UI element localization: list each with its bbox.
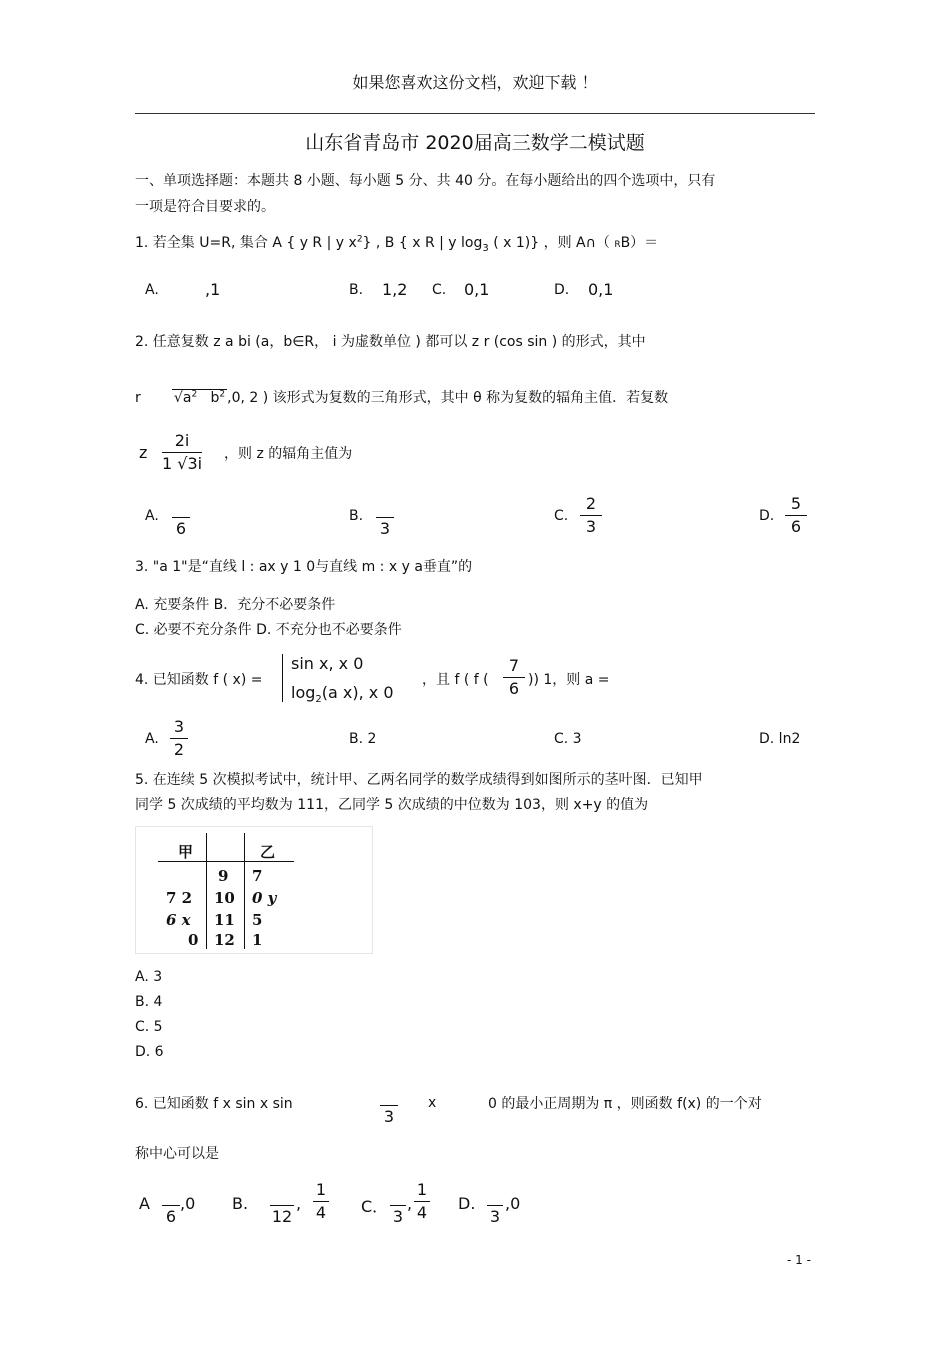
q2-option-b-label: B.	[349, 508, 364, 524]
q2-option-d: 5 6	[785, 494, 807, 537]
stem-head-left: 甲	[178, 843, 194, 861]
q6-option-d-after: ,0	[505, 1194, 521, 1213]
stem-row-1-stem: 9	[218, 867, 229, 885]
stem-divider-right	[244, 833, 245, 949]
stem-row-3-stem: 11	[214, 911, 235, 929]
header-rule	[135, 113, 815, 114]
page-header: 如果您喜欢这份文档，欢迎下载 ！	[352, 73, 598, 92]
q6-option-a-label: A	[139, 1194, 150, 1213]
q2-option-a: 6	[172, 496, 190, 539]
q1-option-a: ,1	[205, 280, 221, 299]
q4-option-d: D. ln2	[759, 731, 801, 747]
q6-x: x	[428, 1095, 437, 1111]
page-number: - 1 -	[787, 1253, 811, 1267]
q3-options-row-1: A. 充要条件 B．充分不必要条件	[135, 597, 336, 613]
q1-option-b: 1,2	[382, 280, 408, 299]
q4-option-c: C. 3	[554, 731, 582, 747]
q5-option-a: A. 3	[135, 969, 163, 985]
q6-fraction: 3	[380, 1084, 398, 1127]
q6-option-a-after: ,0	[180, 1194, 196, 1213]
q2-option-d-label: D.	[759, 508, 775, 524]
stem-row-1-right: 7	[252, 867, 263, 885]
q4-option-b: B. 2	[349, 731, 377, 747]
q4-fraction: 7 6	[503, 656, 525, 699]
q1-option-d-label: D.	[554, 282, 570, 298]
q4-lead: 4. 已知函数 f ( x) =	[135, 672, 263, 688]
q2-option-c: 2 3	[580, 494, 602, 537]
q6-option-b-frac: 12	[271, 1207, 293, 1226]
q2-option-a-label: A.	[145, 508, 159, 524]
q6-lead: 6. 已知函数 f x sin x sin	[135, 1096, 293, 1112]
q5-line-2: 同学 5 次成绩的平均数为 111，乙同学 5 次成绩的中位数为 103，则 x+y 的值为	[135, 797, 649, 813]
stem-row-2-stem: 10	[214, 889, 235, 907]
stem-row-4-stem: 12	[214, 931, 235, 949]
doc-title: 山东省青岛市 2020届高三数学二模试题	[305, 132, 645, 154]
q6-option-c-label: C．	[361, 1197, 389, 1216]
q6-option-a-frac: 6	[162, 1184, 180, 1227]
stem-row-2-left: 7 2	[166, 889, 193, 907]
stem-row-3-right: 5	[252, 911, 263, 929]
q5-option-c: C. 5	[135, 1019, 163, 1035]
q2-fraction: 2i 1 √3i	[162, 431, 203, 473]
q6-option-d-frac: 3	[487, 1184, 503, 1227]
q4-brace	[282, 654, 283, 702]
q4-option-a: 3 2	[170, 717, 188, 760]
q3-stem: 3. "a 1"是“直线 l : ax y 1 0与直线 m : x y a垂直”的	[135, 559, 473, 575]
q6-option-c-comma: ,	[407, 1194, 413, 1213]
q1-option-a-label: A.	[145, 282, 159, 298]
stem-row-2-right: 0 y	[252, 889, 277, 907]
q2-after: ，则 z 的辐角主值为	[224, 446, 353, 462]
stem-header-rule	[158, 861, 294, 862]
q6-tail: 0 的最小正周期为 π ，则函数 f(x) 的一个对	[488, 1096, 762, 1112]
intro-line-1: 一、单项选择题：本题共 8 小题、每小题 5 分、共 40 分。在每小题给出的四个选项中，只有	[135, 173, 716, 189]
q5-option-b: B. 4	[135, 994, 163, 1010]
q4-case-1: sin x, x 0	[291, 654, 364, 673]
q1-option-c: 0,1	[464, 280, 490, 299]
q2-line-2: r $√a^2$ $b^2$ ,0, 2 ) 该形式为复数的三角形式，其中 θ 称为复数的辐角主值．若复数	[135, 389, 669, 406]
stem-leaf-plot	[135, 826, 373, 954]
q6-line-2: 称中心可以是	[135, 1146, 219, 1162]
q1-option-d: 0,1	[588, 280, 614, 299]
stem-divider-left	[206, 833, 207, 949]
q1-stem: 1. 若全集 U=R, 集合 A { y R | y $x^2$} , B { x R | y $\log_3$ ( x 1)} ，则 A∩（ RB）＝	[135, 234, 659, 254]
q2-line-1: 2. 任意复数 z a bi (a，b∈R， i 为虚数单位 ) 都可以 z r (cos sin ) 的形式，其中	[135, 334, 646, 350]
q4-tail: )) 1，则 a =	[528, 672, 610, 688]
q5-option-d: D. 6	[135, 1044, 164, 1060]
q2-option-c-label: C.	[554, 508, 569, 524]
q2-option-b: 3	[376, 496, 394, 539]
q5-line-1: 5. 在连续 5 次模拟考试中，统计甲、乙两名同学的数学成绩得到如图所示的茎叶图．已知甲	[135, 772, 703, 788]
intro-line-2: 一项是符合目要求的。	[135, 199, 275, 215]
q6-option-c-frac: 3	[390, 1184, 406, 1227]
stem-head-right: 乙	[260, 843, 276, 861]
q2-z: z	[139, 443, 148, 462]
q6-option-d-label: D.	[458, 1194, 476, 1213]
stem-row-4-right: 1	[252, 931, 263, 949]
stem-row-3-left: 6 x	[166, 911, 191, 929]
q4-mid: ，且 f ( f (	[422, 672, 489, 688]
stem-row-4-left: 0	[188, 931, 199, 949]
q6-option-b-comma: ,	[296, 1194, 302, 1213]
q4-case-2: $\log_2(a$ x), x 0	[291, 683, 394, 706]
q3-options-row-2: C. 必要不充分条件 D. 不充分也不必要条件	[135, 622, 402, 638]
q1-option-b-label: B.	[349, 282, 364, 298]
q6-option-b-label: B.	[232, 1194, 249, 1213]
q6-option-b-frac2: 1 4	[313, 1180, 329, 1223]
q6-option-c-frac2: 1 4	[414, 1180, 430, 1223]
q4-option-a-label: A.	[145, 731, 159, 747]
q1-option-c-label: C.	[432, 282, 447, 298]
